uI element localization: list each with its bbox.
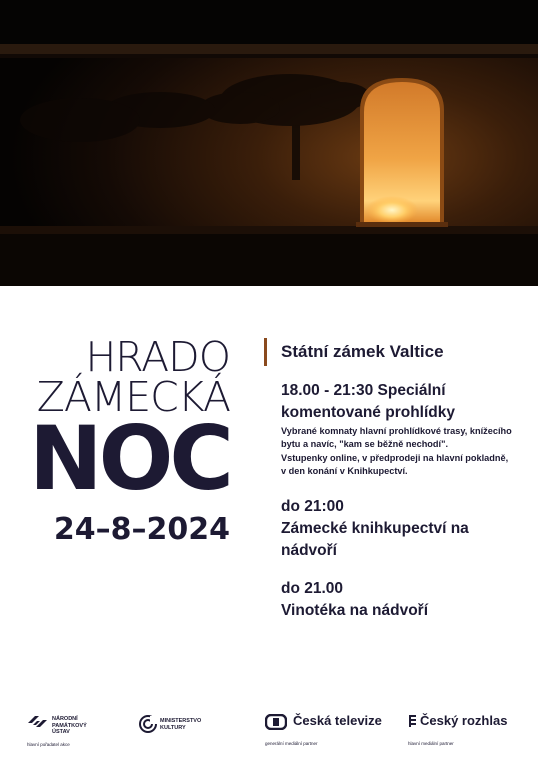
hero-illustration xyxy=(0,0,538,286)
title-line-zamecka: ZÁMECKÁ xyxy=(36,373,230,421)
ct-role: generální mediální partner xyxy=(265,741,318,746)
hero-photo-night-castle-window xyxy=(0,0,538,286)
wine-place: Vinotéka na nádvoří xyxy=(281,602,429,619)
wine-time: do 21.00 xyxy=(281,580,344,597)
tour-heading-line1: 18.00 - 21:30 Speciální xyxy=(281,382,446,399)
wine-block xyxy=(281,578,514,622)
partner-logos xyxy=(0,706,538,756)
npu-emblem-icon xyxy=(27,714,49,730)
title-line-noc: NOC xyxy=(28,407,230,510)
ct-logo xyxy=(265,713,382,746)
tour-description: Vybrané komnaty hlavní prohlídkové trasy, knížecího bytu a navíc, "kam se běžně nechodí". xyxy=(281,426,512,449)
bookshop-time: do 21:00 xyxy=(281,498,344,515)
npu-logo xyxy=(27,714,87,747)
cr-logo xyxy=(408,713,508,746)
bookshop-block xyxy=(281,496,514,562)
event-date: 24–8–2024 xyxy=(53,512,230,547)
cr-name: Český rozhlas xyxy=(420,713,508,728)
ministry-name: MINISTERSTVO KULTURY xyxy=(160,718,202,731)
venue-name: Státní zámek Valtice xyxy=(264,338,514,366)
npu-role: hlavní pořadatel akce xyxy=(27,742,70,747)
title-line-hrado: HRADO xyxy=(85,333,230,381)
cr-emblem-icon xyxy=(408,714,418,728)
tour-block xyxy=(281,380,514,478)
ministry-logo xyxy=(138,714,202,739)
event-info xyxy=(264,338,514,622)
ct-emblem-icon xyxy=(265,714,287,730)
cr-role: hlavní mediální partner xyxy=(408,741,454,746)
ticket-info: Vstupenky online, v předprodeji na hlavní pokladně, v den konání v Knihkupectví. xyxy=(281,453,509,476)
bookshop-place: Zámecké knihkupectví na nádvoří xyxy=(281,520,469,559)
glowing-window xyxy=(356,78,448,227)
npu-name: NÁRODNÍ PAMÁTKOVÝ ÚSTAV xyxy=(52,716,87,735)
ct-name: Česká televize xyxy=(293,713,382,728)
tour-heading-line2: komentované prohlídky xyxy=(281,404,455,421)
ministry-emblem-icon xyxy=(138,714,158,734)
